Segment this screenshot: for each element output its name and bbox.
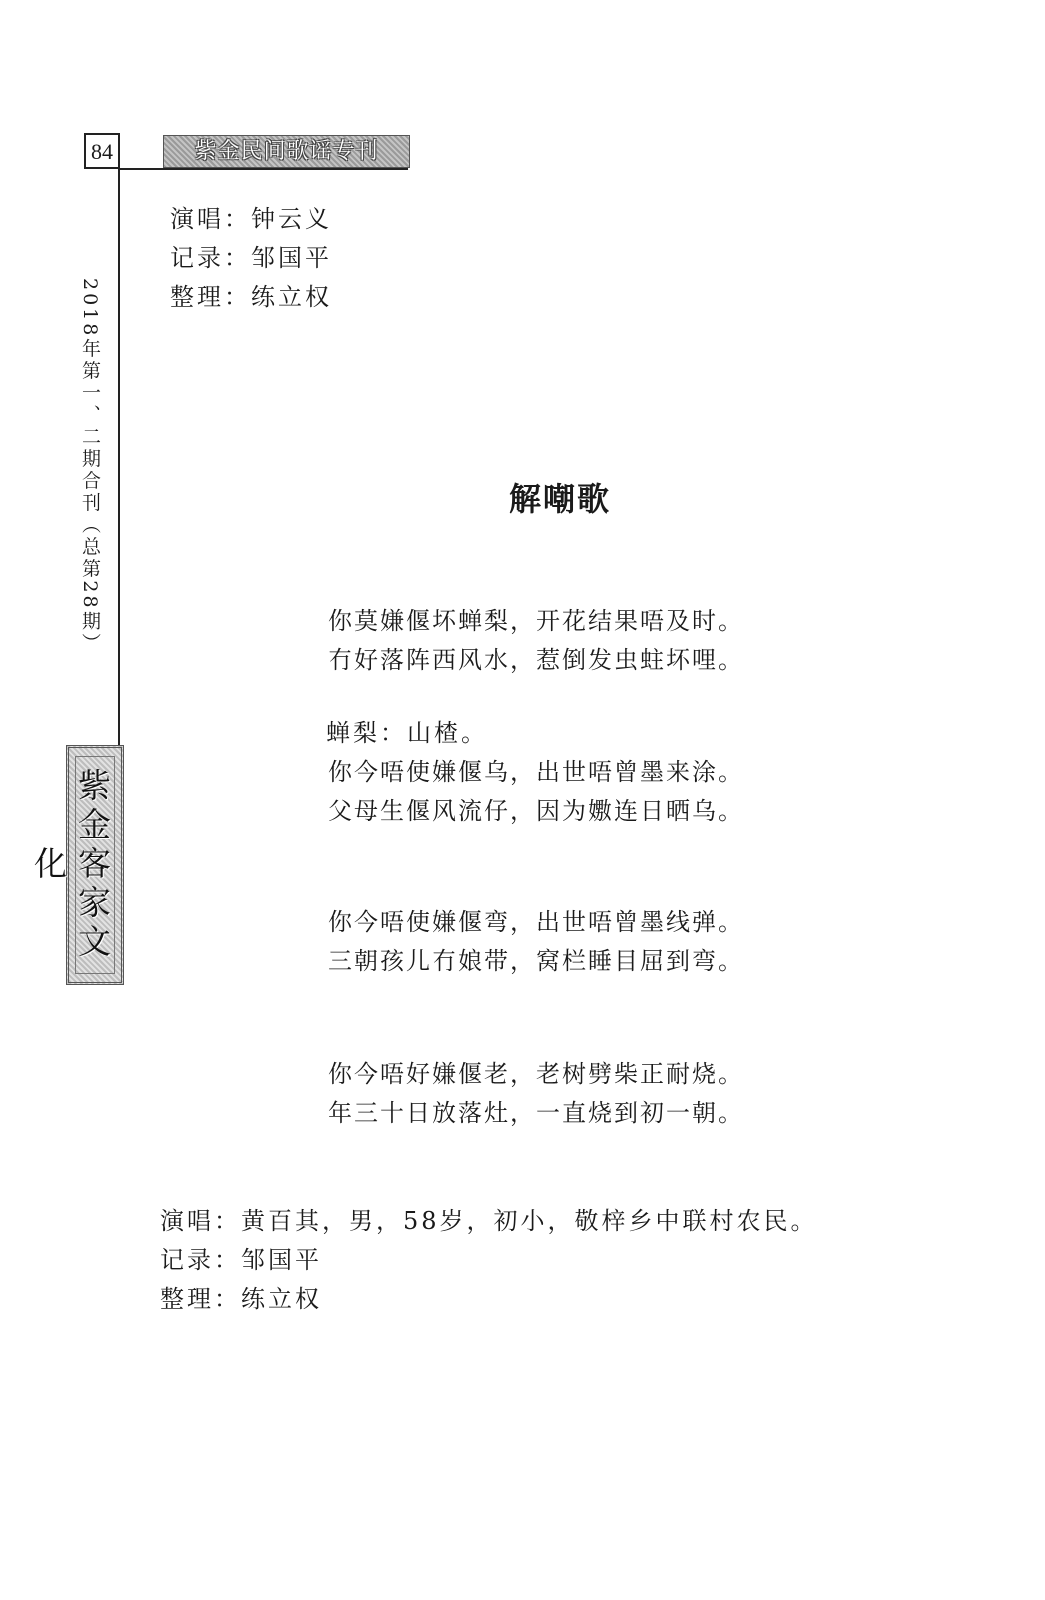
verse-line: 你今唔使嫌偃弯，出世唔曾墨线弹。 (328, 908, 744, 936)
verse-line: 你莫嫌偃坏蝉梨，开花结果唔及时。 (328, 607, 744, 635)
verse-line: 冇好落阵西风水，惹倒发虫蛀坏哩。 (328, 646, 744, 674)
header-rule (118, 168, 408, 170)
stanza-3 (328, 903, 744, 981)
verse-line: 你今唔好嫌偃老，老树劈柴正耐烧。 (328, 1060, 744, 1088)
editor-credit: 整理：练立权 (160, 1285, 322, 1313)
verse-line: 三朝孩儿冇娘带，窝栏睡目屈到弯。 (328, 947, 744, 975)
page-number: 84 (84, 133, 120, 169)
vertical-rule (118, 150, 120, 750)
stanza-2 (328, 753, 744, 831)
column-banner: 紫金民间歌谣专刊 (163, 135, 410, 168)
singer-credit: 演唱：钟云义 (170, 205, 332, 233)
stanza-1 (328, 602, 744, 680)
journal-logo (29, 745, 124, 985)
recorder-credit: 记录：邹国平 (170, 244, 332, 272)
singer-credit: 演唱：黄百其，男，58岁，初小，敬梓乡中联村农民。 (160, 1207, 818, 1235)
stanza-4 (328, 1055, 744, 1133)
verse-line: 你今唔使嫌偃乌，出世唔曾墨来涂。 (328, 758, 744, 786)
editor-credit: 整理：练立权 (170, 283, 332, 311)
annotation-note: 蝉梨：山楂。 (326, 719, 488, 747)
issue-label: 2018年第一、二期合刊（总第28期） (79, 278, 101, 655)
credits-this-song (160, 1202, 818, 1319)
journal-logo-text: 紫金客家文化 (75, 756, 115, 974)
verse-line: 父母生偃风流仔，因为嫐连日晒乌。 (328, 797, 744, 825)
verse-line: 年三十日放落灶，一直烧到初一朝。 (328, 1099, 744, 1127)
recorder-credit: 记录：邹国平 (160, 1246, 322, 1274)
song-title: 解嘲歌 (508, 480, 611, 518)
credits-previous-song (170, 200, 332, 317)
